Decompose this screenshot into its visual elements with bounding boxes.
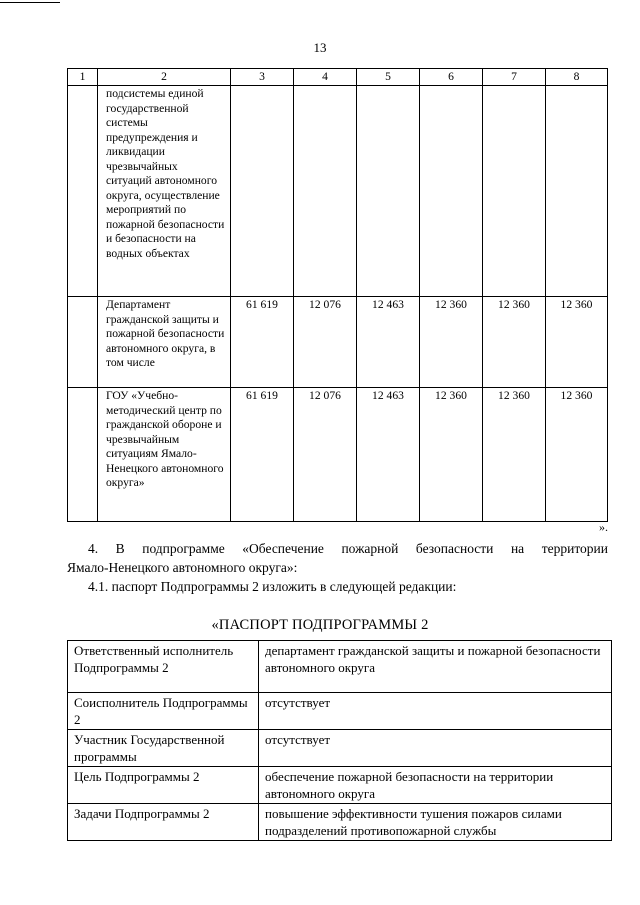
value-cell xyxy=(546,86,608,297)
passport-value: отсутствует xyxy=(259,693,612,730)
passport-row xyxy=(68,730,612,767)
passport-row xyxy=(68,804,612,841)
value-cell: 12 360 xyxy=(420,297,483,388)
value-cell: 12 360 xyxy=(546,297,608,388)
passport-label: Цель Подпрограммы 2 xyxy=(68,767,259,804)
passport-value: отсутствует xyxy=(259,730,612,767)
passport-label: Задачи Подпрограммы 2 xyxy=(68,804,259,841)
value-cell xyxy=(420,86,483,297)
value-cell: 12 360 xyxy=(483,297,546,388)
row-number-cell xyxy=(68,297,98,388)
table-row xyxy=(68,297,608,388)
row-number-cell xyxy=(68,86,98,297)
table-row xyxy=(68,388,608,522)
paragraph-4-1: 4.1. паспорт Подпрограммы 2 изложить в следующей редакции: xyxy=(88,579,457,594)
header-col-7: 7 xyxy=(483,69,546,86)
budget-header-row xyxy=(68,69,608,86)
value-cell: 12 076 xyxy=(294,297,357,388)
value-cell xyxy=(294,86,357,297)
value-cell: 61 619 xyxy=(231,297,294,388)
row-name-cell: ГОУ «Учебно-методический центр по гражданской обороне и чрезвычайным ситуациям Ямало-Ненецкого автономного округа» xyxy=(98,388,231,522)
value-cell xyxy=(231,86,294,297)
passport-value: повышение эффективности тушения пожаров силами подразделений противопожарной службы xyxy=(259,804,612,841)
passport-label: Участник Государственной программы xyxy=(68,730,259,767)
row-name-cell: подсистемы единой государственной системы предупреждения и ликвидации чрезвычайных ситуаций автономного округа, осуществление мероприятий по пожарной безопасности и безопасности на водных объектах xyxy=(98,86,231,297)
value-cell: 12 360 xyxy=(420,388,483,522)
passport-label: Соисполнитель Подпрограммы 2 xyxy=(68,693,259,730)
value-cell xyxy=(483,86,546,297)
value-cell: 61 619 xyxy=(231,388,294,522)
passport-label: Ответственный исполнитель Подпрограммы 2 xyxy=(68,641,259,693)
header-col-1: 1 xyxy=(68,69,98,86)
passport-table xyxy=(67,640,612,841)
value-cell: 12 463 xyxy=(357,388,420,522)
table-row xyxy=(68,86,608,297)
value-cell: 12 360 xyxy=(483,388,546,522)
value-cell xyxy=(357,86,420,297)
row-name-cell: Департамент гражданской защиты и пожарной безопасности автономного округа, в том числе xyxy=(98,297,231,388)
passport-row xyxy=(68,767,612,804)
passport-value: обеспечение пожарной безопасности на территории автономного округа xyxy=(259,767,612,804)
value-cell: 12 076 xyxy=(294,388,357,522)
header-col-5: 5 xyxy=(357,69,420,86)
passport-row xyxy=(68,693,612,730)
header-col-6: 6 xyxy=(420,69,483,86)
header-col-8: 8 xyxy=(546,69,608,86)
passport-value: департамент гражданской защиты и пожарной безопасности автономного округа xyxy=(259,641,612,693)
row-number-cell xyxy=(68,388,98,522)
paragraph-4-continuation: Ямало-Ненецкого автономного округа»: xyxy=(67,560,298,575)
header-col-2: 2 xyxy=(98,69,231,86)
header-col-4: 4 xyxy=(294,69,357,86)
value-cell: 12 360 xyxy=(546,388,608,522)
passport-row xyxy=(68,641,612,693)
top-rule xyxy=(0,2,60,3)
paragraph-4: 4. В подпрограмме «Обеспечение пожарной безопасности на территории xyxy=(88,541,608,556)
page-number: 13 xyxy=(313,40,327,55)
value-cell: 12 463 xyxy=(357,297,420,388)
budget-table xyxy=(67,68,608,522)
header-col-3: 3 xyxy=(231,69,294,86)
table-closing-quote: ». xyxy=(599,520,608,534)
passport-title: «ПАСПОРТ ПОДПРОГРАММЫ 2 xyxy=(211,617,429,633)
